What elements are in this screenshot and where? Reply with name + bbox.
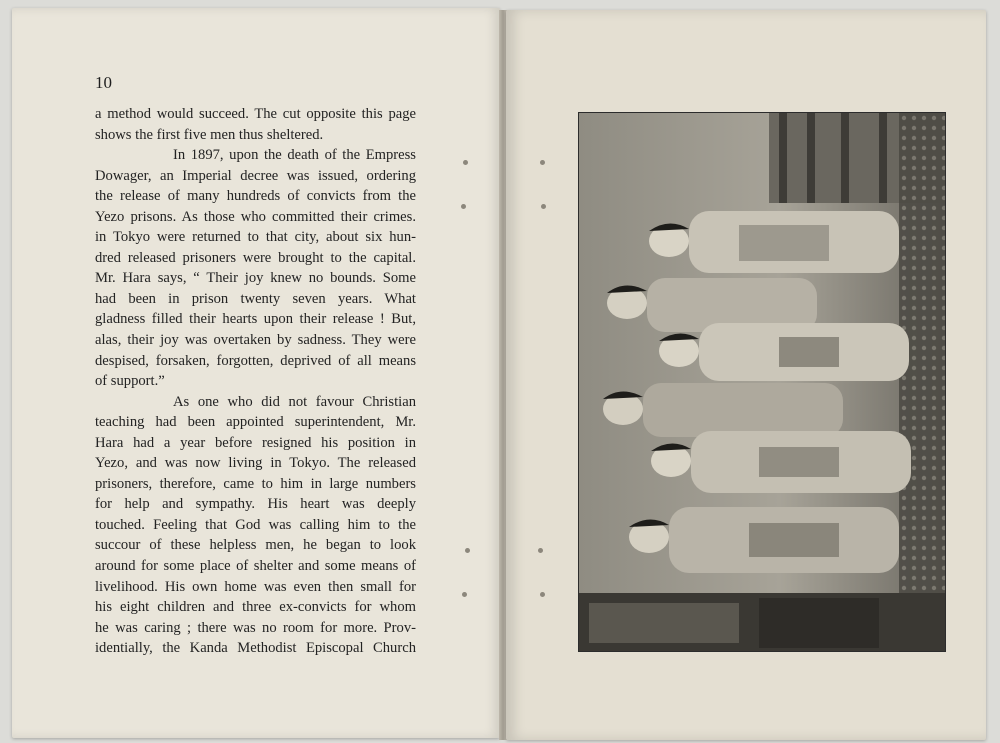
- group-portrait-photo: [578, 112, 946, 652]
- text-line-content: gladness filled their hearts upon their release ! But,: [95, 311, 416, 328]
- staple-hole: [540, 592, 545, 597]
- text-line: [95, 309, 416, 330]
- staple-hole: [463, 160, 468, 165]
- text-line-content: for help and sympathy. His heart was deeply: [95, 496, 416, 513]
- text-line: [95, 474, 416, 495]
- text-line-content: prisoners, therefore, came to him in large numbers: [95, 475, 416, 492]
- text-line: [95, 166, 416, 187]
- text-line: [95, 453, 416, 474]
- text-line: [95, 268, 416, 289]
- text-line-content: Mr. Hara says, “ Their joy knew no bounds. Some: [95, 270, 416, 287]
- text-line-content: had been in prison twenty seven years. What: [95, 290, 416, 307]
- text-line-content: touched. Feeling that God was calling him to the: [95, 516, 416, 533]
- photo-image: [579, 113, 945, 651]
- text-line: [95, 535, 416, 556]
- text-line-content: shows the first five men thus sheltered.: [95, 126, 324, 143]
- body-text: [95, 104, 416, 659]
- text-line-content: dred released prisoners were brought to the capital.: [95, 249, 416, 266]
- text-line: [95, 433, 416, 454]
- text-line: [95, 330, 416, 351]
- text-line-content: alas, their joy was overtaken by sadness. They were: [95, 332, 416, 349]
- text-line: [95, 289, 416, 310]
- text-line: [95, 145, 416, 166]
- text-line-content: In 1897, upon the death of the Empress: [173, 147, 416, 164]
- text-line-content: Dowager, an Imperial decree was issued, ordering: [95, 167, 416, 184]
- text-line: [95, 515, 416, 536]
- staple-hole: [462, 592, 467, 597]
- text-line: [95, 392, 416, 413]
- text-line-content: in Tokyo were returned to that city, about six hun-: [95, 229, 416, 246]
- text-line: [95, 618, 416, 639]
- text-line-content: identially, the Kanda Methodist Episcopal Church: [95, 640, 416, 657]
- text-line: [95, 186, 416, 207]
- text-line: [95, 207, 416, 228]
- text-line-content: of support.”: [95, 373, 165, 390]
- text-line-content: teaching had been appointed superintendent, Mr.: [95, 414, 416, 431]
- text-line: [95, 125, 416, 146]
- text-line-content: livelihood. His own home was even then small for: [95, 578, 416, 595]
- text-line: [95, 638, 416, 659]
- staple-hole: [465, 548, 470, 553]
- text-line: [95, 412, 416, 433]
- text-line-content: around for some place of shelter and some means of: [95, 558, 416, 575]
- text-line: [95, 556, 416, 577]
- text-line-content: Yezo prisons. As those who committed their crimes.: [95, 208, 416, 225]
- text-line: [95, 371, 416, 392]
- text-line: [95, 597, 416, 618]
- staple-hole: [540, 160, 545, 165]
- text-line-content: his eight children and three ex-convicts for whom: [95, 599, 416, 616]
- text-line-content: As one who did not favour Christian: [173, 393, 416, 410]
- text-line-content: despised, forsaken, forgotten, deprived of all means: [95, 352, 416, 369]
- text-line: [95, 577, 416, 598]
- staple-hole: [461, 204, 466, 209]
- text-line-content: succour of these helpless men, he began to look: [95, 537, 416, 554]
- text-line: [95, 104, 416, 125]
- text-line: [95, 351, 416, 372]
- text-line-content: Hara had a year before resigned his position in: [95, 434, 416, 451]
- page-number: 10: [95, 73, 112, 92]
- text-line-content: Yezo, and was now living in Tokyo. The released: [95, 455, 416, 472]
- text-line-content: he was caring ; there was no room for more. Prov-: [95, 619, 416, 636]
- staple-hole: [538, 548, 543, 553]
- text-line-content: a method would succeed. The cut opposite this page: [95, 106, 416, 122]
- text-line: [95, 248, 416, 269]
- text-line: [95, 227, 416, 248]
- text-line-content: the release of many hundreds of convicts from the: [95, 188, 416, 205]
- staple-hole: [541, 204, 546, 209]
- text-line: [95, 494, 416, 515]
